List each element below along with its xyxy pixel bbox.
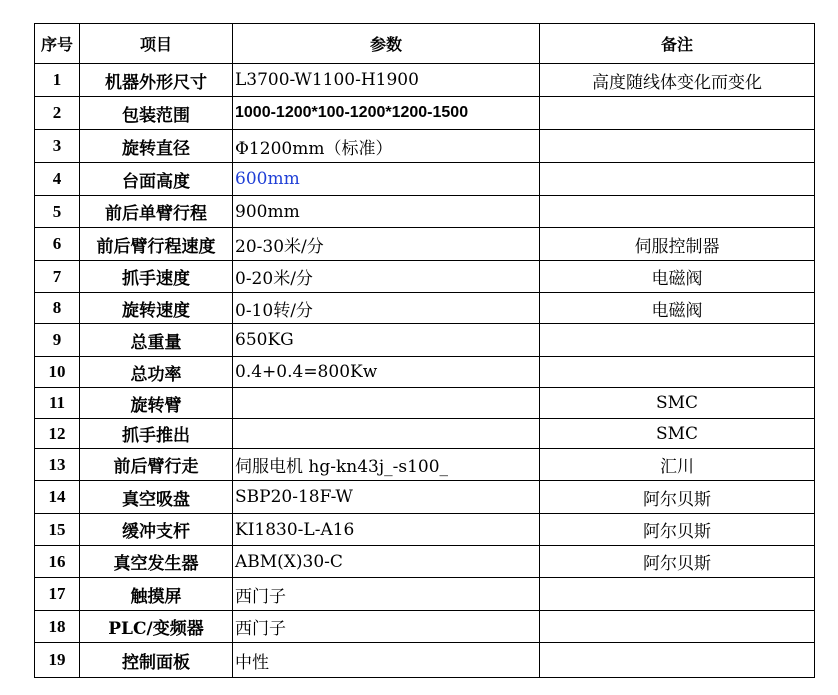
row-number: 15 — [35, 514, 80, 546]
row-item: 机器外形尺寸 — [80, 64, 233, 97]
row-note — [540, 357, 815, 388]
header-note: 备注 — [540, 24, 815, 64]
row-note: 阿尔贝斯 — [540, 514, 815, 546]
row-param: Φ1200mm（标准） — [233, 130, 540, 163]
table-row — [35, 578, 815, 611]
spec-sheet — [34, 23, 815, 678]
row-param — [233, 388, 540, 419]
header-param: 参数 — [233, 24, 540, 64]
row-number: 9 — [35, 324, 80, 357]
row-item: 总功率 — [80, 357, 233, 388]
table-row — [35, 64, 815, 97]
table-row — [35, 388, 815, 419]
row-note: SMC — [540, 388, 815, 419]
row-param: 650KG — [233, 324, 540, 357]
row-item: 抓手推出 — [80, 419, 233, 449]
table-row — [35, 97, 815, 130]
row-number: 14 — [35, 481, 80, 514]
table-row — [35, 293, 815, 324]
row-number: 12 — [35, 419, 80, 449]
row-number: 11 — [35, 388, 80, 419]
row-param: 0-10转/分 — [233, 293, 540, 324]
header-row — [35, 24, 815, 64]
row-number: 8 — [35, 293, 80, 324]
row-item: 总重量 — [80, 324, 233, 357]
row-note — [540, 163, 815, 196]
spec-table — [34, 23, 815, 678]
row-note: 阿尔贝斯 — [540, 481, 815, 514]
row-item: 控制面板 — [80, 643, 233, 678]
row-item: 前后单臂行程 — [80, 196, 233, 228]
table-row — [35, 196, 815, 228]
row-note — [540, 578, 815, 611]
row-note: 汇川 — [540, 449, 815, 481]
row-note — [540, 643, 815, 678]
row-item: 抓手速度 — [80, 261, 233, 293]
row-param: 600mm — [233, 163, 540, 196]
table-row — [35, 546, 815, 578]
table-row — [35, 261, 815, 293]
row-param: 0-20米/分 — [233, 261, 540, 293]
row-item: 旋转速度 — [80, 293, 233, 324]
row-item: 旋转臂 — [80, 388, 233, 419]
row-note: 电磁阀 — [540, 261, 815, 293]
row-note — [540, 324, 815, 357]
row-param: 中性 — [233, 643, 540, 678]
row-item: 台面高度 — [80, 163, 233, 196]
row-number: 1 — [35, 64, 80, 97]
row-note: 高度随线体变化而变化 — [540, 64, 815, 97]
row-note: 伺服控制器 — [540, 228, 815, 261]
row-number: 6 — [35, 228, 80, 261]
table-row — [35, 324, 815, 357]
row-number: 2 — [35, 97, 80, 130]
row-note — [540, 97, 815, 130]
row-number: 5 — [35, 196, 80, 228]
row-item: 真空吸盘 — [80, 481, 233, 514]
row-note — [540, 196, 815, 228]
row-param — [233, 419, 540, 449]
row-item: 旋转直径 — [80, 130, 233, 163]
row-number: 19 — [35, 643, 80, 678]
row-number: 13 — [35, 449, 80, 481]
header-item: 项目 — [80, 24, 233, 64]
row-number: 3 — [35, 130, 80, 163]
row-param: 西门子 — [233, 611, 540, 643]
table-row — [35, 449, 815, 481]
row-item: 前后臂行程速度 — [80, 228, 233, 261]
row-param: ABM(X)30-C — [233, 546, 540, 578]
row-number: 17 — [35, 578, 80, 611]
row-item: 缓冲支杆 — [80, 514, 233, 546]
row-note: SMC — [540, 419, 815, 449]
header-no: 序号 — [35, 24, 80, 64]
table-row — [35, 228, 815, 261]
row-param: 0.4+0.4=800Kw — [233, 357, 540, 388]
row-param: 1000-1200*100-1200*1200-1500 — [233, 97, 540, 130]
table-row — [35, 611, 815, 643]
row-item: 包装范围 — [80, 97, 233, 130]
table-row — [35, 130, 815, 163]
row-param: 20-30米/分 — [233, 228, 540, 261]
table-row — [35, 481, 815, 514]
row-item: 触摸屏 — [80, 578, 233, 611]
row-note: 电磁阀 — [540, 293, 815, 324]
row-param: 西门子 — [233, 578, 540, 611]
table-row — [35, 419, 815, 449]
row-note — [540, 611, 815, 643]
row-param: 伺服电机 hg-kn43j_-s100_ — [233, 449, 540, 481]
row-number: 10 — [35, 357, 80, 388]
row-param: KI1830-L-A16 — [233, 514, 540, 546]
row-note: 阿尔贝斯 — [540, 546, 815, 578]
row-note — [540, 130, 815, 163]
table-row — [35, 643, 815, 678]
row-param: SBP20-18F-W — [233, 481, 540, 514]
row-number: 18 — [35, 611, 80, 643]
table-row — [35, 163, 815, 196]
row-item: 真空发生器 — [80, 546, 233, 578]
row-param: L3700-W1100-H1900 — [233, 64, 540, 97]
row-number: 7 — [35, 261, 80, 293]
table-row — [35, 514, 815, 546]
row-item: 前后臂行走 — [80, 449, 233, 481]
table-row — [35, 357, 815, 388]
row-param: 900mm — [233, 196, 540, 228]
row-item: PLC/变频器 — [80, 611, 233, 643]
row-number: 16 — [35, 546, 80, 578]
row-number: 4 — [35, 163, 80, 196]
